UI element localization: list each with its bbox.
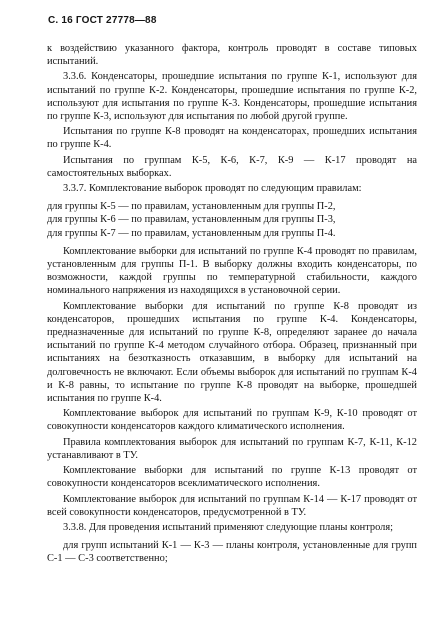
paragraph-k9-k10-sampling: Комплектование выборок для испытаний по группам К-9, К-10 проводят от совокупности конденсаторов каждого климатического исполнения.: [47, 408, 417, 433]
paragraph-3-3-7: 3.3.7. Комплектование выборок проводят по следующим правилам:: [63, 183, 362, 195]
paragraph-k8-sampling: Комплектование выборки для испытаний по группе К-8 проводят из конденсаторов, прошедших испытания по группе К-4. Конденсаторы, предназначенные для испытаний по группе К-8, определяют заранее до начала испытаний по группе К-4 методом случайного отбора. Образец, признанный при испытаниях на безотказность отказавшим, в выборку для испытаний на долговечность не включают. Если объемы выборок для испытаний по группам К-4 и К-8 равны, то испытание по группе К-8 проводят на выборке, прошедшей испытания по группе К-4.: [47, 300, 417, 405]
paragraph-k7-k11-k12-rules: Правила комплектования выборок для испытаний по группам К-7, К-11, К-12 устанавливают в ТУ.: [47, 436, 417, 461]
rule-k5: для группы К-5 — по правилам, установленным для группы П-2,: [47, 201, 336, 213]
paragraph-group-k8: Испытания по группе К-8 проводят на конденсаторах, прошедших испытания по группе К-4.: [47, 126, 417, 151]
paragraph-3-3-6: 3.3.6. Конденсаторы, прошедшие испытания по группе К-1, используют для испытаний по группе К-2. Конденсаторы, прошедшие испытания по группе К-2, используют для испытания по группе К-3. Конденсаторы, прошедшие испытания по группе К-3, используют для испытания по любой другой группе.: [47, 71, 417, 123]
paragraph-k4-sampling: Комплектование выборки для испытаний по группе К-4 проводят по правилам, установленным для группы П-1. В выборку должны входить конденсаторы, по возможности, каждой группы по температурной стабильности, каждого номинального напряжения из находящихся в установочной серии.: [47, 245, 417, 297]
rule-k7: для группы К-7 — по правилам, установленным для группы П-4.: [47, 227, 336, 239]
paragraph-control-plans: для групп испытаний К-1 — К-3 — планы контроля, установленные для групп С-1 — С-3 соответственно;: [47, 540, 417, 565]
document-body: [47, 42, 417, 568]
rules-list: [47, 200, 417, 240]
paragraph-k13-sampling: Комплектование выборки для испытаний по группе К-13 проводят от совокупности конденсаторов всеклиматического исполнения.: [47, 465, 417, 490]
paragraph-continuation: к воздействию указанного фактора, контроль проводят в составе типовых испытаний.: [47, 43, 417, 68]
paragraph-groups-k5-k17: Испытания по группам К-5, К-6, К-7, К-9 — К-17 проводят на самостоятельных выборках.: [47, 154, 417, 179]
rule-k6: для группы К-6 — по правилам, установленным для группы П-3,: [47, 214, 336, 226]
paragraph-3-3-8: 3.3.8. Для проведения испытаний применяют следующие планы контроля;: [63, 521, 394, 533]
page-header: С. 16 ГОСТ 27778—88: [48, 15, 157, 26]
paragraph-k14-k17-sampling: Комплектование выборок для испытаний по группам К-14 — К-17 проводят от всей совокупности конденсаторов, предусмотренной в ТУ.: [47, 493, 417, 518]
